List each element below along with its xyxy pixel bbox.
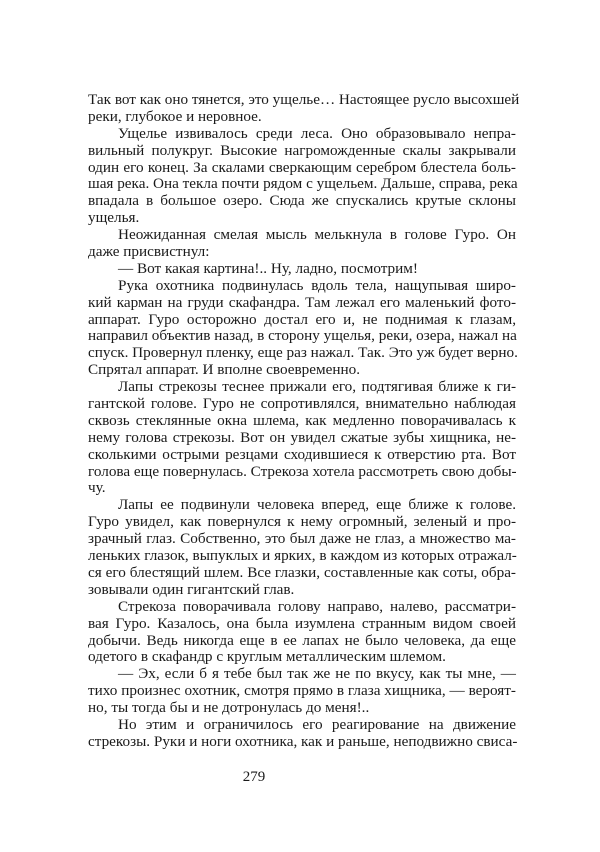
text-line: зрачный глаз. Собственно, это был даже не глаз, а множество ма- — [88, 530, 516, 548]
text-line: сквозь стеклянные окна шлема, как медленно поворачивалась к — [88, 411, 516, 429]
text-line: Так вот как оно тянется, это ущелье… Настоящее русло высохшей — [88, 91, 520, 108]
text-line: — Эх, если б я тебе был так же не по вкусу, как ты мне, — — [118, 665, 516, 683]
text-line: добычи. Ведь никогда еще в ее лапах не было человека, да еще — [88, 631, 516, 649]
text-line: вая Гуро. Казалось, она была изумлена странным видом своей — [88, 614, 516, 632]
text-line: реки, глубокое и неровное. — [88, 107, 262, 125]
text-line: леньких глазок, выпуклых и ярких, в каждом из которых отражал- — [88, 547, 517, 565]
text-line: сколькими острыми резцами сходившиеся к отверстию рта. Вот — [88, 445, 516, 463]
text-line: чу. — [88, 479, 106, 497]
text-line: один его конец. За скалами сверкающим серебром блестела боль- — [88, 158, 516, 176]
text-line: кий карман на груди скафандра. Там лежал его маленький фото- — [88, 293, 516, 311]
text-line: аппарат. Гуро осторожно достал его и, не поднимая к глазам, — [88, 310, 516, 328]
text-line: но, ты тогда бы и не дотронулась до меня!.. — [88, 699, 370, 717]
text-line: вильный полукруг. Высокие нагроможденные скалы закрывали — [88, 141, 516, 159]
text-line: зовывали один гигантский глав. — [88, 580, 295, 598]
page-number: 279 — [242, 769, 266, 785]
text-line: одетого в скафандр с круглым металлическим шлемом. — [88, 648, 446, 666]
text-line: впадала в большое озеро. Сюда же спускались крутые склоны — [88, 192, 516, 210]
text-line: ущелья. — [88, 209, 140, 227]
text-line: Но этим и ограничилось его реагирование на движение — [118, 715, 516, 733]
text-line: Неожиданная смелая мысль мелькнула в голове Гуро. Он — [118, 226, 516, 244]
text-line: Ущелье извивалось среди леса. Оно образовывало непра- — [118, 124, 516, 142]
text-line: — Вот какая картина!.. Ну, ладно, посмотрим! — [118, 259, 418, 277]
text-line: стрекозы. Руки и ноги охотника, как и раньше, неподвижно свиса- — [88, 732, 518, 750]
text-line: даже присвистнул: — [88, 243, 210, 261]
text-line: Спрятал аппарат. И вполне своевременно. — [88, 361, 361, 379]
text-line: Лапы ее подвинули человека вперед, еще ближе к голове. — [118, 496, 516, 514]
text-line: голова еще повернулась. Стрекоза хотела рассмотреть свою добы- — [88, 462, 517, 480]
text-line: гантской голове. Гуро не сопротивлялся, внимательно наблюдая — [88, 395, 516, 413]
text-line: спуск. Провернул пленку, еще раз нажал. Так. Это уж будет верно. — [88, 344, 518, 362]
text-line: Стрекоза поворачивала голову направо, налево, рассматри- — [118, 597, 516, 615]
text-line: Лапы стрекозы теснее прижали его, подтягивая ближе к ги- — [118, 378, 516, 396]
text-line: тихо произнес охотник, смотря прямо в глаза хищника, — вероят- — [88, 682, 516, 700]
text-line: направил объектив назад, в сторону ущелья, реки, озера, нажал на — [88, 327, 517, 345]
text-line: нему голова стрекозы. Вот он увидел сжатые зубы хищника, не- — [88, 428, 516, 446]
body-text — [88, 91, 520, 751]
text-line: ся его блестящий шлем. Все глазки, составленные как соты, обра- — [88, 563, 516, 581]
text-line: шая река. Она текла почти рядом с ущельем. Дальше, справа, река — [88, 175, 518, 193]
text-line: Рука охотника подвинулась вдоль тела, нащупывая широ- — [118, 276, 516, 294]
text-line: Гуро увидел, как повернулся к нему огромный, зеленый и про- — [88, 513, 516, 531]
